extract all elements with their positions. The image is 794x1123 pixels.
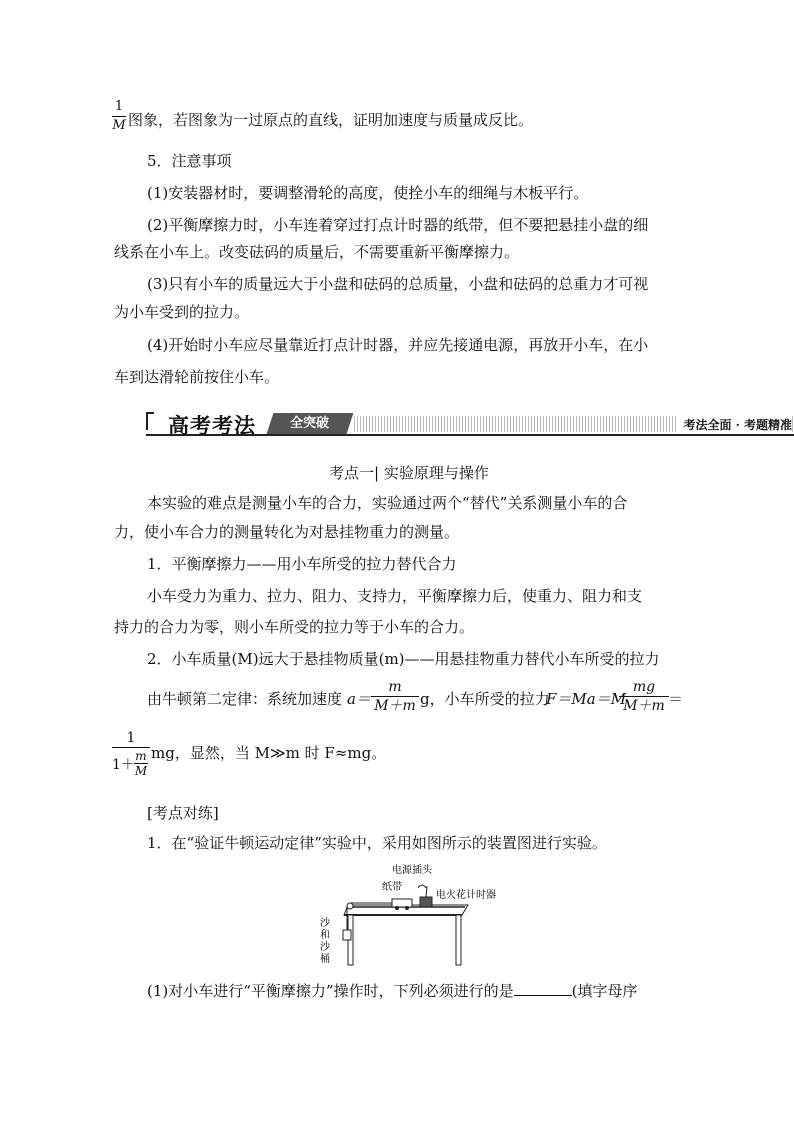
answer-blank[interactable] (514, 981, 572, 996)
equation-a: a＝ (347, 690, 371, 708)
fraction-1-over-M (112, 99, 126, 134)
note-item-4-line2: 车到达滑轮前按住小车。 (114, 368, 280, 386)
equation-equals: ＝ (668, 690, 684, 708)
spark-timer (420, 897, 432, 907)
cart (392, 899, 412, 907)
note-item-1: (1)安装器材时，要调整滑轮的高度，使拴小车的细绳与木板平行。 (147, 184, 589, 202)
sand-bucket (343, 930, 351, 940)
fraction-denominator: M (112, 118, 126, 133)
question-1-sub-1: (1)对小车进行“平衡摩擦力”操作时，下列必须进行的是 (填字母序 (147, 982, 638, 1000)
svg-text:和: 和 (320, 930, 330, 941)
label-paper-tape: 纸带 (382, 882, 402, 893)
table-leg (456, 915, 461, 965)
fraction-m-over-Mplusm: m M＋m (371, 679, 419, 714)
note-item-4-line1: (4)开始时小车应尽量靠近打点计时器，并应先接通电源，再放开小车，在小 (147, 336, 649, 354)
banner-tag: 全突破 (267, 413, 354, 434)
equation-F: F＝Ma＝M (546, 690, 627, 708)
point1-line2: 持力的合力为零，则小车所受的拉力等于小车的合力。 (114, 618, 475, 636)
note-item-2-line1: (2)平衡摩擦力时，小车连着穿过打点计时器的纸带，但不要把悬挂小盘的细 (147, 216, 649, 234)
note-item-3-line2: 为小车受到的拉力。 (114, 303, 250, 321)
equation-conclusion: mg，显然，当 M≫m 时 F≈mg。 (151, 744, 387, 762)
question-1: 1．在“验证牛顿运动定律”实验中，采用如图所示的装置图进行实验。 (147, 834, 607, 852)
intro-line2: 力，使小车合力的测量转化为对悬挂物重力的测量。 (114, 523, 460, 541)
note-item-3-line1: (3)只有小车的质量远大于小盘和砝码的总质量，小盘和砝码的总重力才可视 (147, 275, 649, 293)
section-heading: 5．注意事项 (147, 152, 232, 170)
paragraph-line: 图象，若图象为一过原点的直线，证明加速度与质量成反比。 (128, 111, 534, 129)
point2-title: 2．小车质量(M)远大于悬挂物质量(m)——用悬挂物重力替代小车所受的拉力 (147, 650, 660, 668)
fraction-numerator: 1 (114, 99, 124, 114)
svg-text:桶: 桶 (320, 954, 330, 965)
label-spark-timer: 电火花计时器 (436, 890, 496, 901)
pulley (347, 903, 353, 909)
fraction-mg-over-Mplusm: mg M＋m (619, 679, 669, 714)
apparatus-figure (300, 860, 500, 970)
section-banner (146, 412, 794, 436)
svg-text:沙: 沙 (320, 942, 330, 953)
point1-title: 1．平衡摩擦力——用小车所受的拉力替代合力 (147, 555, 457, 573)
kaodian-title: 考点一| 实验原理与操作 (329, 464, 489, 482)
note-item-2-line2: 线系在小车上。改变砝码的质量后，不需要重新平衡摩擦力。 (114, 243, 520, 261)
practice-label: [考点对练] (147, 804, 219, 822)
fraction-1-over-1plus-m-over-M: 1 1＋ m M (112, 730, 150, 781)
banner-title: 高考考法 (168, 414, 256, 438)
label-power-plug: 电源插头 (392, 865, 432, 876)
intro-line1: 本实验的难点是测量小车的合力，实验通过两个“替代”关系测量小车的合 (147, 494, 628, 512)
point1-line1: 小车受力为重力、拉力、阻力、支持力，平衡摩擦力后，使重力、阻力和支 (147, 587, 643, 605)
equation-prefix: 由牛顿第二定律：系统加速度 (147, 690, 343, 708)
svg-text:沙: 沙 (320, 918, 330, 929)
banner-subtitle: 考法全面 · 考题精准 (677, 416, 792, 433)
equation-middle: g，小车所受的拉力 (420, 690, 550, 708)
